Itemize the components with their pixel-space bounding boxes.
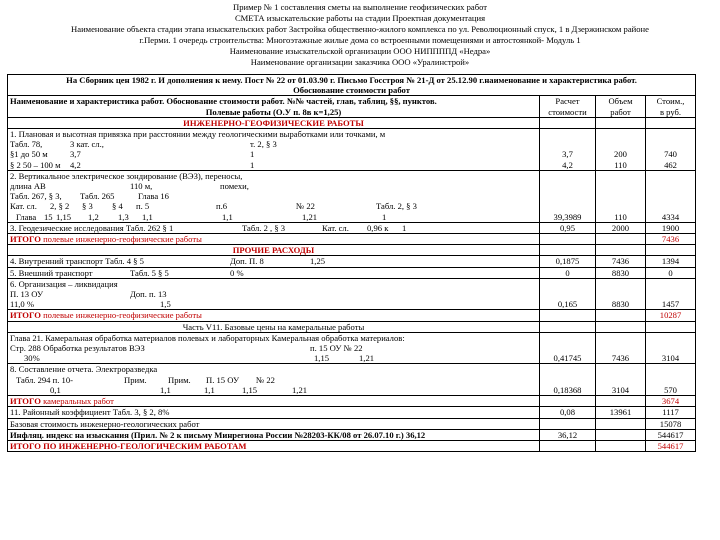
item-cell: 1,2 bbox=[88, 211, 99, 222]
item-cell: п.6 bbox=[216, 201, 228, 212]
volume-cell: 2000 bbox=[596, 222, 646, 233]
item-line bbox=[10, 343, 537, 353]
total-cost: 544617 bbox=[646, 440, 696, 451]
item-cell: 0 % bbox=[230, 267, 244, 278]
volume-cell: 3104 bbox=[596, 364, 646, 396]
section-title-row bbox=[8, 245, 696, 256]
item-cell: 1 bbox=[382, 211, 387, 222]
calc-cell bbox=[540, 170, 596, 222]
col-calc-header-line2: стоимости bbox=[548, 106, 587, 117]
item-line bbox=[10, 160, 537, 170]
item-cell: п. 5 bbox=[136, 201, 150, 212]
item-cell: 1 bbox=[250, 159, 255, 170]
subtotal-row bbox=[8, 234, 696, 245]
item-description bbox=[8, 222, 540, 233]
col-cost-header-line1: Стоим., bbox=[656, 96, 685, 107]
item-line bbox=[10, 191, 537, 201]
table-row bbox=[8, 170, 696, 222]
item-cell: 2, § 2 bbox=[50, 201, 70, 212]
subtotal-row bbox=[8, 310, 696, 321]
item-line bbox=[10, 149, 537, 159]
item-cell: 4,2 bbox=[70, 159, 81, 170]
cost-cell: 1394 bbox=[646, 256, 696, 267]
item-line: 6. Организация – ликвидация bbox=[10, 278, 118, 289]
calc-cell: 0,41745 bbox=[540, 332, 596, 364]
item-line bbox=[10, 385, 537, 395]
item-cell: 1,1 bbox=[222, 211, 233, 222]
item-line bbox=[10, 353, 537, 363]
item-line bbox=[10, 181, 537, 191]
calc-cell: 0,165 bbox=[540, 278, 596, 310]
item-description bbox=[8, 278, 540, 310]
item-cell: т. 2, § 3 bbox=[250, 139, 277, 150]
table-row bbox=[8, 418, 696, 429]
col-volume-header bbox=[596, 96, 646, 117]
item-cell: П. 13 ОУ bbox=[10, 289, 44, 300]
item-cell: 0,96 к bbox=[367, 222, 389, 233]
table-row bbox=[8, 129, 696, 171]
subtotal-label bbox=[8, 396, 540, 407]
cost-cell bbox=[646, 129, 696, 171]
item-line bbox=[10, 201, 537, 211]
volume-cell: 8830 bbox=[596, 267, 646, 278]
item-cell: §1 до 50 м bbox=[10, 149, 48, 160]
item-cell: П. 15 ОУ bbox=[206, 374, 240, 385]
section-title: ИНЖЕНЕРНО-ГЕОФИЗИЧЕСКИЕ РАБОТЫ bbox=[8, 117, 540, 128]
item-cell: Прим. bbox=[168, 374, 191, 385]
subtotal-cost: 10287 bbox=[646, 310, 696, 321]
item-line: 1. Плановая и высотная привязка при расстоянии между геологическими выработками или точками, м bbox=[10, 129, 386, 140]
item-cell: 3. Геодезические исследования Табл. 262 § 1 bbox=[10, 222, 174, 233]
subtotal-itog: ИТОГО bbox=[10, 396, 41, 407]
subtotal-text: полевые инженерно-геофизические работы bbox=[40, 310, 202, 321]
item-cell: Глава bbox=[16, 211, 37, 222]
item-cell: № 22 bbox=[256, 374, 275, 385]
table-row bbox=[8, 278, 696, 310]
item-cell: 1,1 bbox=[160, 384, 171, 395]
calc-cell: 0,95 bbox=[540, 222, 596, 233]
header-object-line-2: г.Перми. 1 очередь строительства: Многоэтажные жилые дома со встроенными помещениями и автостоянкой- Модуль 1 bbox=[139, 35, 581, 45]
total-row bbox=[8, 440, 696, 451]
item-cell: 3 кат. сл., bbox=[70, 139, 104, 150]
col-calc-header bbox=[540, 96, 596, 117]
basis-row bbox=[8, 75, 696, 96]
cost-cell: 0 bbox=[646, 267, 696, 278]
item-cell: 1,3 bbox=[118, 211, 129, 222]
item-cell: 5. Внешний транспорт bbox=[10, 267, 93, 278]
table-row bbox=[8, 256, 696, 267]
item-cell: 0,1 bbox=[50, 384, 61, 395]
item-cell: 1,15 bbox=[56, 211, 72, 222]
item-cell: 1,21 bbox=[292, 384, 308, 395]
item-cell: 1,21 bbox=[359, 353, 375, 364]
subtotal-label bbox=[8, 234, 540, 245]
table-row bbox=[8, 222, 696, 233]
item-cell: 11,0 % bbox=[10, 299, 35, 310]
calc-value: 3,7 bbox=[562, 149, 573, 160]
header-contractor-line: Наименование изыскательской организации ООО НИППППД «Недра» bbox=[229, 46, 491, 56]
item-line bbox=[10, 212, 537, 222]
cost-value: 462 bbox=[664, 159, 677, 170]
item-cell: § 2 50 – 100 м bbox=[10, 159, 61, 170]
item-cell: 3,7 bbox=[70, 149, 81, 160]
col-cost-header bbox=[646, 96, 696, 117]
item-line: Глава 21. Камеральная обработка материалов полевых и лабораторных Камеральная обработка материалов: bbox=[10, 332, 405, 343]
volume-cell: 7436 bbox=[596, 332, 646, 364]
item-cell: Табл. 294 п. 10- bbox=[16, 374, 73, 385]
calc-cell: 0,18368 bbox=[540, 364, 596, 396]
volume-cell: 13961 bbox=[596, 407, 646, 418]
item-cell: Глава 16 bbox=[138, 191, 169, 202]
cost-value: 4334 bbox=[661, 211, 680, 222]
calc-cell: 36,12 bbox=[540, 429, 596, 440]
item-cell: Табл. 265 bbox=[80, 191, 115, 202]
item-cell: Стр. 288 Обработка результатов ВЭЗ bbox=[10, 343, 145, 354]
item-line bbox=[10, 375, 537, 385]
item-cell: Прим. bbox=[124, 374, 147, 385]
item-cell: 1,5 bbox=[160, 299, 171, 310]
item-description: Инфляц. индекс на изыскания (Прил. № 2 к письму Минрегиона России №28203-КК/08 от 26.07.10 г.) 36,12 bbox=[8, 429, 540, 440]
cost-value: 740 bbox=[664, 149, 677, 160]
item-cell: 1,21 bbox=[302, 211, 318, 222]
item-cell: помехи, bbox=[220, 181, 249, 192]
estimate-table bbox=[7, 74, 696, 452]
item-line: 8. Составление отчета. Электроразведка bbox=[10, 364, 158, 375]
calc-cell bbox=[540, 129, 596, 171]
subtotal-text: полевые инженерно-геофизические работы bbox=[40, 234, 202, 245]
subtotal-cost: 3674 bbox=[646, 396, 696, 407]
section-title: Часть V11. Базовые цены на камеральные работы bbox=[8, 321, 540, 332]
cost-cell: 1117 bbox=[646, 407, 696, 418]
item-line bbox=[10, 139, 537, 149]
item-cell: § 4 bbox=[112, 201, 123, 212]
cost-cell: 3104 bbox=[646, 332, 696, 364]
item-description: 11. Районный коэффициент Табл. 3, § 2, 8% bbox=[8, 407, 540, 418]
header-smeta-line: СМЕТА изыскательские работы на стадии Проектная документация bbox=[234, 13, 486, 23]
col-volume-header-line2: работ bbox=[610, 106, 631, 117]
subtotal-itog: ИТОГО bbox=[10, 310, 41, 321]
calc-cell: 0,08 bbox=[540, 407, 596, 418]
col-calc-header-line1: Расчет bbox=[555, 96, 580, 107]
header-customer-line: Наименование организации заказчика ООО «Уралинстрой» bbox=[250, 57, 470, 67]
header-object-line: Наименование объекта стадии этапа изыскательских работ Застройка общественно-жилого комплекса по ул. Революционный спуск, 1 в Дзержинском районе bbox=[71, 24, 649, 34]
calc-cell: 0 bbox=[540, 267, 596, 278]
basis-text: На Сборник цен 1982 г. И дополнения к нему. Пост № 22 от 01.03.90 г. Письмо Госстроя № 21-Д от 25.12.90 г.наименование и характеристика работ. bbox=[66, 75, 637, 85]
item-description bbox=[8, 129, 540, 171]
cost-cell: 1900 bbox=[646, 222, 696, 233]
item-cell: Кат. сл. bbox=[10, 201, 37, 212]
section-title-row bbox=[8, 117, 696, 128]
item-line bbox=[10, 289, 537, 299]
cost-cell: 544617 bbox=[646, 429, 696, 440]
item-line: 2. Вертикальное электрическое зондирование (ВЭЗ), переносы, bbox=[10, 170, 243, 181]
calc-value: 39,3989 bbox=[553, 211, 582, 222]
item-description bbox=[8, 170, 540, 222]
item-cell: 1,1 bbox=[142, 211, 153, 222]
item-description bbox=[8, 332, 540, 364]
basis-cell bbox=[8, 75, 696, 96]
col-name-header-line2: Полевые работы (О.У п. 8в к=1,25) bbox=[205, 106, 342, 117]
item-cell: Доп. П. 8 bbox=[230, 256, 264, 267]
subtotal-label bbox=[8, 310, 540, 321]
cost-cell: 570 bbox=[646, 364, 696, 396]
volume-value: 110 bbox=[614, 211, 627, 222]
item-cell: 1 bbox=[250, 149, 255, 160]
calc-value: 4,2 bbox=[562, 159, 573, 170]
calc-cell: 0,1875 bbox=[540, 256, 596, 267]
item-description bbox=[8, 256, 540, 267]
col-volume-header-line1: Объем bbox=[608, 96, 633, 107]
item-cell: Доп. п. 13 bbox=[130, 289, 167, 300]
volume-cell bbox=[596, 129, 646, 171]
col-cost-header-line2: в руб. bbox=[659, 106, 682, 117]
item-cell: Табл. 2 , § 3 bbox=[242, 222, 286, 233]
subtotal-itog: ИТОГО bbox=[10, 234, 41, 245]
item-description bbox=[8, 364, 540, 396]
item-cell: Табл. 78, bbox=[10, 139, 43, 150]
item-cell: 1 bbox=[402, 222, 407, 233]
item-cell: 110 м, bbox=[130, 181, 153, 192]
volume-cell bbox=[596, 170, 646, 222]
column-header-row bbox=[8, 96, 696, 117]
volume-cell: 8830 bbox=[596, 278, 646, 310]
table-row bbox=[8, 407, 696, 418]
total-label: ИТОГО ПО ИНЖЕНЕРНО-ГЕОЛОГИЧЕСКИМ РАБОТАМ bbox=[8, 440, 540, 451]
item-cell: 1,1 bbox=[204, 384, 215, 395]
item-cell: Табл. 267, § 3, bbox=[10, 191, 62, 202]
table-row bbox=[8, 267, 696, 278]
table-row bbox=[8, 332, 696, 364]
table-row bbox=[8, 429, 696, 440]
subtotal-text: камеральных работ bbox=[40, 396, 114, 407]
item-cell: Табл. 5 § 5 bbox=[130, 267, 169, 278]
volume-cell: 7436 bbox=[596, 256, 646, 267]
item-description bbox=[8, 267, 540, 278]
subtotal-cost: 7436 bbox=[646, 234, 696, 245]
item-cell: длина АВ bbox=[10, 181, 46, 192]
cost-cell bbox=[646, 170, 696, 222]
cost-cell: 15078 bbox=[646, 418, 696, 429]
table-row bbox=[8, 364, 696, 396]
section-title-row bbox=[8, 321, 696, 332]
subtotal-row bbox=[8, 396, 696, 407]
item-cell: Кат. сл. bbox=[322, 222, 349, 233]
cost-cell: 1457 bbox=[646, 278, 696, 310]
header-title-line: Пример № 1 составления сметы на выполнение геофизических работ bbox=[232, 2, 488, 12]
section-title: ПРОЧИЕ РАСХОДЫ bbox=[8, 245, 540, 256]
item-cell: 4. Внутренний транспорт Табл. 4 § 5 bbox=[10, 256, 144, 267]
item-cell: 1,15 bbox=[242, 384, 258, 395]
item-description: Базовая стоимость инженерно-геологических работ bbox=[8, 418, 540, 429]
item-cell: 15 bbox=[44, 211, 53, 222]
item-cell: п. 15 ОУ № 22 bbox=[310, 343, 363, 354]
volume-value: 110 bbox=[614, 159, 627, 170]
basis-subtitle: Обоснование стоимости работ bbox=[293, 85, 410, 96]
item-cell: § 3 bbox=[82, 201, 93, 212]
item-cell: 1,15 bbox=[314, 353, 330, 364]
item-line bbox=[10, 299, 537, 309]
item-cell: Табл. 2, § 3 bbox=[376, 201, 417, 212]
item-cell: 30% bbox=[24, 353, 40, 364]
col-name-header-line1: Наименование и характеристика работ. Обоснование стоимости работ. №№ частей, глав, таблиц, §§, пунктов. bbox=[10, 96, 437, 107]
item-cell: 1,25 bbox=[310, 256, 326, 267]
col-name-header bbox=[8, 96, 540, 117]
item-cell: № 22 bbox=[296, 201, 315, 212]
volume-value: 200 bbox=[614, 149, 627, 160]
